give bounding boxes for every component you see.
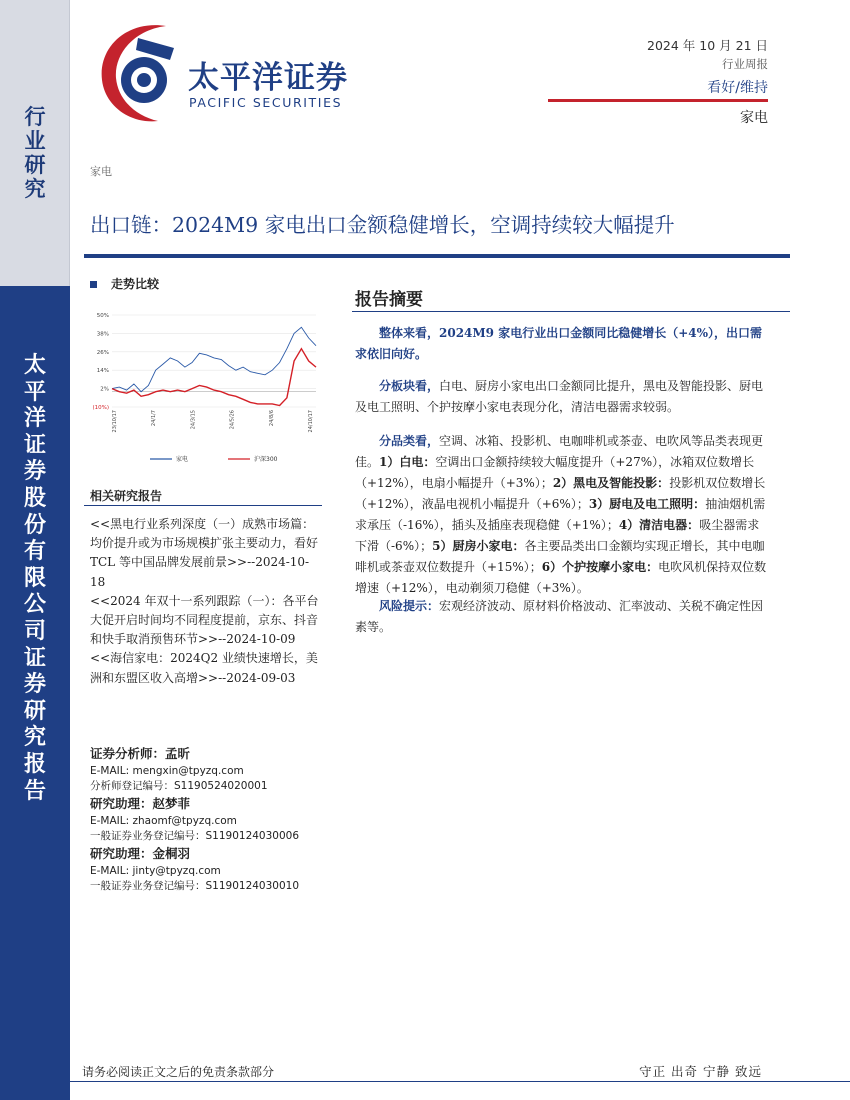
- sidebar-bottom-char: 券: [23, 671, 46, 698]
- sidebar-bottom-char: 平: [23, 378, 46, 405]
- disclaimer-note: 请务必阅读正文之后的免责条款部分: [82, 1065, 275, 1079]
- cat-black-label: 2）黑电及智能投影：: [552, 476, 670, 490]
- summary-segments: [355, 376, 768, 418]
- analyst-name: 研究助理：赵梦菲: [90, 796, 191, 811]
- cat-cleaning-label: 4）清洁电器：: [618, 518, 700, 532]
- x-tick-label: 24/1/7: [151, 410, 158, 427]
- company-name-en: PACIFIC SECURITIES: [189, 95, 343, 110]
- cat-small-kitchen-label: 5）厨房小家电：: [432, 539, 525, 553]
- sector-label: 家电: [90, 165, 112, 178]
- sidebar-top: [0, 0, 70, 286]
- summary-overall: 整体来看，2024M9 家电行业出口金额同比稳健增长（+4%），出口需求依旧向好。: [355, 326, 763, 361]
- cat-white-text: 空调出口金额持续较大幅度提升（+27%），冰箱双位数增长（+12%），电扇小幅提升（+3%）；: [355, 455, 755, 490]
- report-type: 行业周报: [722, 57, 768, 71]
- cat-kitchen-label: 3）厨电及电工照明：: [588, 497, 706, 511]
- risk-text: 宏观经济波动、原材料价格波动、汇率波动、关税不确定性因素等。: [355, 599, 764, 634]
- company-logo-icon: [96, 18, 186, 128]
- sidebar-bottom-char: 司: [23, 617, 46, 644]
- related-report-item[interactable]: <<海信家电：2024Q2 业绩快速增长，美洲和东盟区收入高增>>--2024-09-03: [90, 651, 318, 685]
- sidebar-bottom-char: 证: [23, 644, 46, 671]
- trend-header: [90, 275, 159, 292]
- sidebar-bottom-char: 洋: [23, 405, 46, 432]
- y-tick-label: 14%: [96, 368, 109, 375]
- sidebar-bottom-char: 券: [23, 458, 46, 485]
- analyst-registration: 一般证券业务登记编号：S1190124030006: [90, 830, 300, 842]
- cat-white-label: 1）白电：: [379, 455, 436, 469]
- sidebar-bottom-char: 股: [23, 484, 46, 511]
- sidebar-bottom-char: 究: [23, 724, 46, 751]
- trend-header-label: 走势比较: [111, 277, 160, 291]
- trend-chart: [90, 307, 322, 467]
- analyst-email[interactable]: E-MAIL: zhaomf@tpyzq.com: [90, 815, 237, 827]
- company-name-cn: 太平洋证券: [188, 60, 348, 96]
- sidebar-bottom-char: 份: [23, 511, 46, 538]
- categories-lead: 分品类看，: [379, 434, 440, 448]
- summary-categories: [355, 431, 768, 599]
- sidebar-bottom-char: 告: [23, 777, 46, 804]
- sidebar-bottom-char: 限: [23, 564, 46, 591]
- related-report-item[interactable]: <<黑电行业系列深度（一）成熟市场篇：均价提升或为市场规模扩张主要动力，看好 TCL 等中国品牌发展前景>>--2024-10-18: [90, 517, 319, 589]
- page-title: 出口链：2024M9 家电出口金额稳健增长，空调持续较大幅提升: [90, 213, 675, 237]
- sidebar-top-char: 行: [24, 104, 46, 129]
- y-tick-label: 50%: [96, 313, 109, 319]
- analyst-email[interactable]: E-MAIL: mengxin@tpyzq.com: [90, 765, 244, 777]
- related-reports-list: [90, 515, 322, 688]
- risk-lead: 风险提示：: [379, 599, 440, 613]
- y-tick-label: 2%: [100, 386, 109, 393]
- legend-label: 家电: [176, 456, 189, 463]
- analyst-info: [90, 744, 330, 894]
- sidebar-bottom-char: 公: [23, 591, 46, 618]
- analyst-name: 研究助理：金桐羽: [90, 846, 191, 861]
- summary-risk: [355, 596, 768, 638]
- cat-cleaning-text: 吸尘器需求下滑（-6%）；: [355, 518, 760, 553]
- sidebar-category: [0, 105, 70, 201]
- cat-personal-care-label: 6）个护按摩小家电：: [541, 560, 659, 574]
- categories-intro: 空调、冰箱、投影机、电咖啡机或茶壶、电吹风等品类表现更佳。: [355, 434, 764, 469]
- related-report-item[interactable]: <<2024 年双十一系列跟踪（一）：各平台大促开启时间均不同程度提前，京东、抖音和快手取消预售环节>>--2024-10-09: [90, 593, 319, 647]
- sidebar-bottom-char: 证: [23, 431, 46, 458]
- company-motto: 守正 出奇 宁静 致远: [639, 1064, 762, 1079]
- sidebar-top-char: 业: [24, 128, 46, 153]
- segments-lead: 分板块看，: [379, 379, 440, 393]
- header-divider: [548, 99, 768, 102]
- sidebar-bottom-char: 有: [23, 538, 46, 565]
- analyst-email[interactable]: E-MAIL: jinty@tpyzq.com: [90, 865, 221, 877]
- legend-label: 沪深300: [254, 456, 278, 463]
- related-reports-header: 相关研究报告: [90, 489, 163, 503]
- square-bullet-icon: [90, 281, 97, 288]
- series-line: [112, 327, 316, 391]
- cat-black-text: 投影机双位数增长（+12%），液晶电视机小幅提升（+6%）；: [355, 476, 766, 511]
- report-date: 2024 年 10 月 21 日: [647, 38, 768, 53]
- y-tick-label: 38%: [96, 331, 109, 338]
- cat-personal-care-text: 电吹风机保持双位数增速（+12%），电动剃须刀稳健（+3%）。: [355, 560, 767, 595]
- summary-divider: [352, 311, 790, 312]
- summary-header: 报告摘要: [355, 290, 423, 310]
- cat-small-kitchen-text: 各主要品类出口金额均实现正增长，其中电咖啡机或茶壶双位数提升（+15%）；: [355, 539, 765, 574]
- y-tick-label: 26%: [96, 349, 109, 356]
- sidebar-top-char: 研: [24, 152, 46, 177]
- x-tick-label: 24/5/26: [229, 410, 236, 430]
- analyst-name: 证券分析师：孟昕: [90, 746, 191, 761]
- sidebar-company: [0, 352, 70, 804]
- title-divider: [84, 254, 790, 258]
- cat-kitchen-text: 抽油烟机需求承压（-16%），插头及插座表现稳健（+1%）；: [355, 497, 766, 532]
- related-divider: [84, 505, 322, 506]
- sidebar-bottom-char: 太: [23, 352, 46, 378]
- footer-divider: [70, 1081, 850, 1082]
- header-sector: 家电: [740, 110, 768, 126]
- analyst-registration: 一般证券业务登记编号：S1190124030010: [90, 880, 300, 892]
- series-line: [112, 349, 316, 406]
- y-tick-label: (10%): [92, 405, 109, 411]
- sidebar-bottom-char: 研: [23, 697, 46, 724]
- analyst-registration: 分析师登记编号：S1190524020001: [90, 780, 268, 792]
- x-tick-label: 23/10/17: [112, 410, 118, 433]
- segments-text: 白电、厨房小家电出口金额同比提升，黑电及智能投影、厨电及电工照明、个护按摩小家电表现分化，清洁电器需求较弱。: [355, 379, 764, 414]
- sidebar-bottom-char: 报: [23, 750, 46, 777]
- rating: 看好/维持: [707, 80, 768, 96]
- x-tick-label: 24/8/6: [268, 410, 275, 427]
- sidebar-top-char: 究: [24, 176, 46, 201]
- x-tick-label: 24/10/17: [308, 410, 314, 433]
- x-tick-label: 24/3/15: [190, 410, 197, 430]
- sidebar-bottom: [0, 286, 70, 1100]
